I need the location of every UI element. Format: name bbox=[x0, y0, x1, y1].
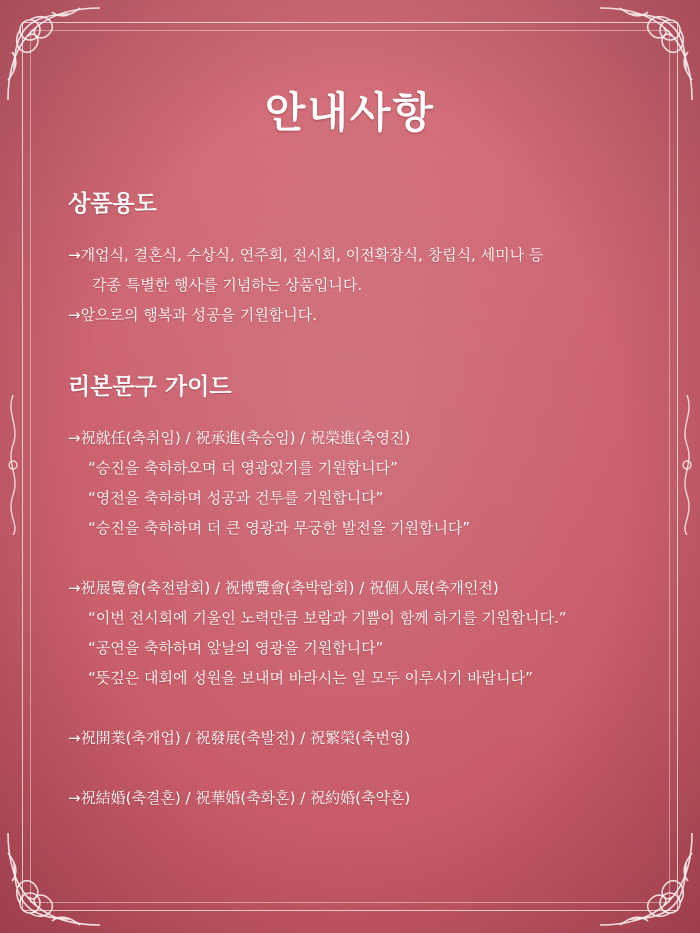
usage-line: →개업식, 결혼식, 수상식, 연주회, 전시회, 이전확장식, 창립식, 세미나 등 bbox=[68, 246, 544, 264]
usage-line: →앞으로의 행복과 성공을 기원합니다. bbox=[68, 306, 317, 324]
corner-flourish-bottom-right bbox=[590, 823, 700, 933]
side-ornament-right bbox=[678, 395, 696, 535]
spacer bbox=[68, 693, 660, 723]
ribbon-group-header: →祝開業(축개업) / 祝發展(축발전) / 祝繁榮(축번영) bbox=[68, 729, 411, 747]
ribbon-phrase: “뜻깊은 대회에 성원을 보내며 바라시는 일 모두 이루시기 바랍니다” bbox=[88, 669, 533, 687]
ribbon-phrase: “승진을 축하하며 더 큰 영광과 무궁한 발전을 기원합니다” bbox=[88, 519, 471, 537]
ribbon-group-header: →祝展覽會(축전람회) / 祝博覽會(축박람회) / 祝個人展(축개인전) bbox=[68, 579, 499, 597]
corner-flourish-bottom-left bbox=[0, 823, 110, 933]
page-title: 안내사항 bbox=[264, 88, 436, 137]
spacer bbox=[68, 753, 660, 783]
ribbon-phrase: “이번 전시회에 기울인 노력만큼 보람과 기쁨이 함께 하기를 기원합니다.” bbox=[88, 609, 567, 627]
ribbon-group-header: →祝就任(축취임) / 祝承進(축승임) / 祝榮進(축영진) bbox=[68, 429, 411, 447]
section-heading-usage: 상품용도 bbox=[68, 191, 157, 217]
side-ornament-left bbox=[4, 395, 22, 535]
content-area bbox=[68, 185, 660, 813]
ribbon-phrase: “공연을 축하하며 앞날의 영광을 기원합니다” bbox=[88, 639, 384, 657]
ribbon-phrase: “영전을 축하하며 성공과 건투를 기원합니다” bbox=[88, 489, 384, 507]
ribbon-phrase: “승진을 축하하오며 더 영광있기를 기원합니다” bbox=[88, 459, 398, 477]
usage-line: 각종 특별한 행사를 기념하는 상품입니다. bbox=[92, 276, 363, 294]
section-heading-ribbon-guide: 리본문구 가이드 bbox=[68, 374, 232, 400]
ribbon-group-header: →祝結婚(축결혼) / 祝華婚(축화혼) / 祝約婚(축약혼) bbox=[68, 789, 411, 807]
spacer bbox=[68, 543, 660, 573]
